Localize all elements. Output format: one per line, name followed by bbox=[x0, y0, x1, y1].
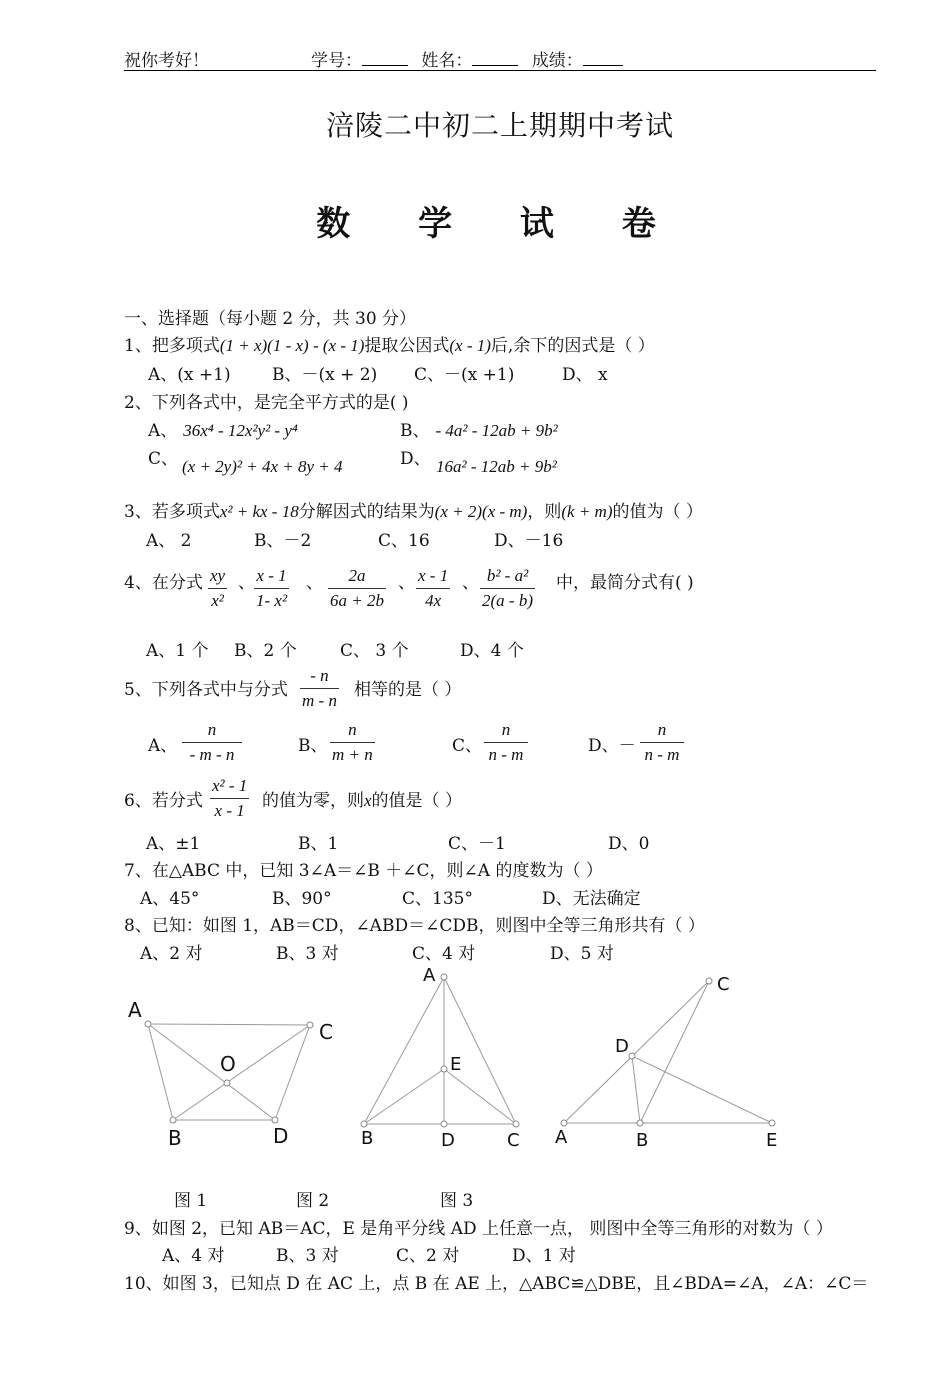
q4-option-d: D、4 个 bbox=[460, 641, 524, 661]
fig2-point-c bbox=[513, 1121, 519, 1127]
fig1-point-c bbox=[307, 1022, 313, 1028]
student-name-label: 姓名： bbox=[421, 51, 473, 71]
q4-f2-num: x - 1 bbox=[254, 564, 289, 589]
section-heading: 一、选择题（每小题 2 分，共 30 分） bbox=[124, 309, 417, 329]
fig1-point-b bbox=[170, 1117, 176, 1123]
question-2: 2、下列各式中，是完全平方式的是( ) bbox=[124, 393, 409, 413]
fig1-label-a: A bbox=[128, 998, 142, 1022]
q3-text-c: 分解因式的结果为 bbox=[298, 502, 435, 522]
q7-option-a: A、45° bbox=[140, 889, 200, 909]
fig1-point-a bbox=[145, 1021, 151, 1027]
fig3-label-a: A bbox=[555, 1127, 568, 1148]
figure-2-diagram bbox=[361, 974, 519, 1127]
fig2-segment-ab bbox=[364, 977, 444, 1124]
fig3-point-a bbox=[561, 1120, 567, 1126]
q6-text-d: 的值是（ ） bbox=[371, 791, 462, 811]
q4-separator: 、 bbox=[398, 573, 415, 593]
q5-option-d-label: D、－ bbox=[588, 736, 636, 756]
question-8: 8、已知：如图 1，AB＝CD，∠ABD＝∠CDB，则图中全等三角形共有（ ） bbox=[124, 916, 705, 936]
fig3-caption: 图 3 bbox=[440, 1191, 474, 1211]
q2-a-expr: 36x⁴ - 12x²y² - y⁴ bbox=[183, 421, 298, 440]
q5-option-b-label: B、 bbox=[298, 736, 328, 756]
header-greeting: 祝你考好！ bbox=[124, 51, 209, 71]
q8-option-a: A、2 对 bbox=[140, 944, 203, 964]
fig3-segment-bc bbox=[640, 981, 709, 1123]
fig1-segment-cd bbox=[275, 1025, 310, 1120]
q3-option-d: D、－16 bbox=[494, 531, 564, 551]
q1-text-a: 1、把多项式 bbox=[124, 336, 220, 356]
fig3-label-e: E bbox=[766, 1130, 778, 1151]
q7-option-c: C、135° bbox=[402, 889, 473, 909]
q7-option-b: B、90° bbox=[272, 889, 332, 909]
fig1-label-c: C bbox=[319, 1020, 333, 1044]
q4-option-a: A、1 个 bbox=[146, 641, 209, 661]
q5-option-c-label: C、 bbox=[452, 736, 483, 756]
q2-option-c: (x + 2y)² + 4x + 8y + 4 bbox=[182, 457, 343, 476]
q5-d-den: n - m bbox=[644, 745, 680, 764]
fig1-segment-ab bbox=[148, 1024, 173, 1120]
q6-option-b: B、1 bbox=[298, 834, 339, 854]
q2-a-label: A、 bbox=[148, 421, 178, 441]
q1-option-b: B、－(x + 2) bbox=[272, 365, 378, 385]
q1-option-a: A、(x +1) bbox=[148, 365, 231, 385]
q6-den: x - 1 bbox=[214, 801, 245, 820]
question-4-end: 中，最简分式有( ) bbox=[556, 573, 694, 593]
q1-text-e: 后,余下的因式是（ ） bbox=[490, 336, 655, 356]
fig3-label-c: C bbox=[717, 974, 730, 995]
q5-option-a-label: A、 bbox=[148, 736, 178, 756]
q5-a-num: n bbox=[182, 718, 242, 743]
question-4-lead: 4、在分式 bbox=[124, 573, 203, 593]
q2-option-d-label: D、 bbox=[400, 449, 431, 469]
fig1-segment-ad bbox=[148, 1024, 275, 1120]
fig3-label-d: D bbox=[615, 1036, 629, 1057]
q2-b-label: B、 bbox=[400, 421, 430, 441]
q4-f3-num: 2a bbox=[328, 564, 386, 589]
q5-b-num: n bbox=[330, 718, 375, 743]
fig2-segment-ce bbox=[444, 1069, 516, 1124]
q5-b-den: m + n bbox=[332, 745, 373, 764]
q4-f4-num: x - 1 bbox=[416, 564, 450, 589]
fig1-caption: 图 1 bbox=[174, 1191, 208, 1211]
q3-factored: (x + 2)(x - m) bbox=[434, 502, 528, 521]
fig2-point-a bbox=[441, 974, 447, 980]
q5-c-num: n bbox=[484, 718, 528, 743]
q4-separator: 、 bbox=[238, 573, 255, 593]
q6-num: x² - 1 bbox=[210, 774, 249, 799]
q4-f1-num: xy bbox=[208, 564, 227, 589]
fig1-label-o: O bbox=[220, 1052, 236, 1076]
q1-text-c: 提取公因式 bbox=[364, 336, 450, 356]
fig3-point-c bbox=[706, 978, 712, 984]
q8-option-d: D、5 对 bbox=[550, 944, 614, 964]
fig2-label-d: D bbox=[441, 1130, 455, 1151]
q6-var: x bbox=[364, 791, 372, 810]
fig2-caption: 图 2 bbox=[296, 1191, 330, 1211]
question-6-lead: 6、若分式 bbox=[124, 791, 203, 811]
q6-option-a: A、±1 bbox=[146, 834, 201, 854]
q2-b-expr: - 4a² - 12ab + 9b² bbox=[435, 421, 558, 440]
q1-option-d: D、 x bbox=[562, 365, 608, 385]
question-9: 9、如图 2，已知 AB＝AC，E 是角平分线 AD 上任意一点， 则图中全等三角形的对数为（ ） bbox=[124, 1219, 833, 1239]
score-label: 成绩： bbox=[531, 51, 583, 71]
fig3-segment-de bbox=[632, 1056, 772, 1123]
q3-text-e: ，则 bbox=[527, 502, 562, 522]
q3-km: (k + m) bbox=[561, 502, 613, 521]
q4-f3-den: 6a + 2b bbox=[330, 591, 384, 610]
fig1-label-b: B bbox=[168, 1126, 182, 1150]
q4-option-c: C、 3 个 bbox=[340, 641, 409, 661]
q9-option-a: A、4 对 bbox=[162, 1246, 225, 1266]
question-10: 10、如图 3，已知点 D 在 AC 上，点 B 在 AE 上，△ABC≌△DBE，且∠BDA=∠A，∠A：∠C＝ bbox=[124, 1274, 869, 1294]
q1-option-c: C、－(x +1) bbox=[414, 365, 515, 385]
q1-expr: (1 + x)(1 - x) - (x - 1) bbox=[219, 336, 365, 355]
q3-text-g: 的值为（ ） bbox=[612, 502, 703, 522]
q5-d-num: n bbox=[640, 718, 684, 743]
fig2-label-a: A bbox=[423, 965, 436, 986]
question-5-lead: 5、下列各式中与分式 bbox=[124, 680, 288, 700]
fig1-segment-ac bbox=[148, 1024, 310, 1025]
q9-option-c: C、2 对 bbox=[396, 1246, 460, 1266]
fig2-point-e bbox=[441, 1066, 447, 1072]
q3-option-b: B、－2 bbox=[254, 531, 312, 551]
q3-poly: x² + kx - 18 bbox=[219, 502, 299, 521]
q8-option-b: B、3 对 bbox=[276, 944, 339, 964]
q5-num: - n bbox=[300, 664, 339, 689]
q6-text-b: 的值为零，则 bbox=[262, 791, 364, 811]
fig1-label-d: D bbox=[273, 1124, 289, 1148]
q3-text-a: 3、若多项式 bbox=[124, 502, 220, 522]
student-id-label: 学号： bbox=[311, 51, 362, 71]
q4-separator: 、 bbox=[462, 573, 479, 593]
school-title: 涪陵二中初二上期期中考试 bbox=[325, 109, 674, 142]
fig3-segment-ac bbox=[564, 981, 709, 1123]
fig3-point-d bbox=[629, 1053, 635, 1059]
q6-option-d: D、0 bbox=[608, 834, 650, 854]
q4-option-b: B、2 个 bbox=[234, 641, 297, 661]
q1-factor: (x - 1) bbox=[449, 336, 491, 355]
fig2-point-d bbox=[441, 1121, 447, 1127]
q2-option-c-label: C、 bbox=[148, 449, 179, 469]
fig3-point-b bbox=[637, 1120, 643, 1126]
q4-f5-num: b² - a² bbox=[480, 564, 535, 589]
fig2-label-b: B bbox=[361, 1128, 374, 1149]
q4-f4-den: 4x bbox=[425, 591, 442, 610]
fig3-point-e bbox=[769, 1120, 775, 1126]
fig2-label-c: C bbox=[507, 1130, 520, 1151]
q5-a-den: - m - n bbox=[189, 745, 235, 764]
fig2-segment-ac bbox=[444, 977, 516, 1124]
fig1-segment-bc bbox=[173, 1025, 310, 1120]
q5-c-den: n - m bbox=[488, 745, 524, 764]
fig3-label-b: B bbox=[636, 1130, 649, 1151]
fig2-segment-be bbox=[364, 1069, 444, 1124]
fig3-segment-db bbox=[632, 1056, 640, 1123]
fig1-point-o bbox=[224, 1080, 230, 1086]
q3-option-a: A、 2 bbox=[146, 531, 192, 551]
fig1-point-d bbox=[272, 1117, 278, 1123]
fig2-label-e: E bbox=[450, 1054, 462, 1075]
q9-option-d: D、1 对 bbox=[512, 1246, 576, 1266]
paper-title: 数 学 试 卷 bbox=[316, 204, 684, 244]
fig2-point-b bbox=[361, 1121, 367, 1127]
q6-option-c: C、－1 bbox=[448, 834, 506, 854]
q2-option-d: 16a² - 12ab + 9b² bbox=[436, 457, 557, 476]
question-7: 7、在△ABC 中，已知 3∠A＝∠B ＋∠C，则∠A 的度数为（ ） bbox=[124, 861, 603, 881]
q4-separator: 、 bbox=[306, 573, 323, 593]
figure-3-diagram bbox=[561, 978, 775, 1126]
q8-option-c: C、4 对 bbox=[412, 944, 476, 964]
q4-f2-den: 1- x² bbox=[256, 591, 288, 610]
q4-f1-den: x² bbox=[211, 591, 224, 610]
q4-f5-den: 2(a - b) bbox=[482, 591, 533, 610]
q5-den: m - n bbox=[302, 691, 337, 710]
q9-option-b: B、3 对 bbox=[276, 1246, 339, 1266]
question-5-end: 相等的是（ ） bbox=[354, 680, 462, 700]
q7-option-d: D、无法确定 bbox=[542, 889, 641, 909]
q3-option-c: C、16 bbox=[378, 531, 430, 551]
